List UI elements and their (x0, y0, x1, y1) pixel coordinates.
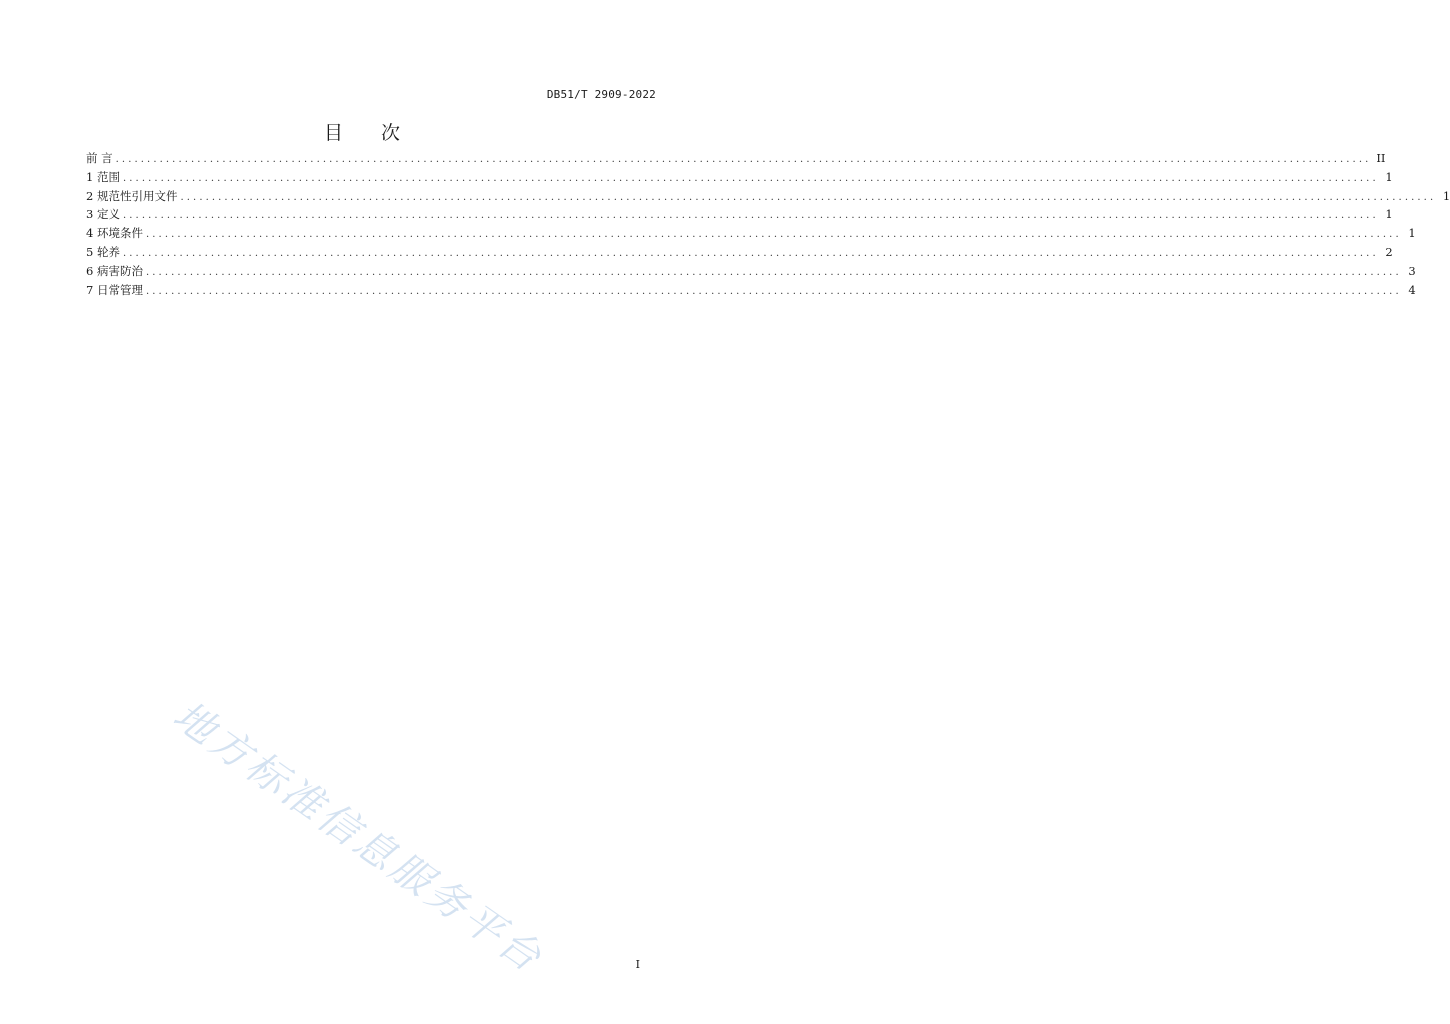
toc-entry-definitions[interactable] (86, 206, 1393, 225)
toc-entry-label: 4 环境条件 (86, 226, 143, 241)
toc-entry-label: 3 定义 (86, 207, 120, 222)
table-of-contents (86, 150, 1450, 300)
toc-entry-scope[interactable] (86, 169, 1393, 188)
toc-entry-page: II (1376, 151, 1386, 165)
toc-entry-normative-references[interactable] (86, 188, 1450, 207)
toc-leader-dots: ........................................................................................................................................................................................................ (122, 247, 1379, 259)
toc-leader-dots: ........................................................................................................................................................................................................ (180, 191, 1437, 203)
toc-entry-label: 5 轮养 (86, 244, 120, 259)
toc-entry-label: 前 言 (86, 151, 113, 165)
toc-leader-dots: ........................................................................................................................................................................................................ (145, 285, 1402, 297)
toc-entry-page: 1 (1385, 207, 1393, 222)
toc-entry-page: 1 (1408, 226, 1416, 241)
toc-leader-dots: ........................................................................................................................................................................................................ (115, 154, 1372, 165)
standard-code: DB51/T 2909-2022 (546, 88, 656, 101)
page-number: I (635, 958, 640, 971)
toc-entry-disease-control[interactable] (86, 263, 1416, 282)
toc-leader-dots: ........................................................................................................................................................................................................ (122, 172, 1379, 184)
watermark: 地方标准信息服务平台 (164, 692, 552, 983)
page-title: 目 次 (323, 122, 417, 144)
toc-entry-page: 1 (1385, 169, 1393, 184)
toc-entry-label: 7 日常管理 (86, 282, 143, 297)
toc-entry-daily-management[interactable] (86, 282, 1416, 301)
toc-entry-environment[interactable] (86, 225, 1416, 244)
toc-entry-rotation[interactable] (86, 244, 1393, 263)
toc-entry-preface[interactable] (86, 150, 1386, 169)
toc-entry-label: 1 范围 (86, 169, 120, 184)
toc-leader-dots: ........................................................................................................................................................................................................ (145, 229, 1402, 241)
toc-entry-page: 3 (1408, 263, 1416, 278)
toc-entry-page: 2 (1385, 244, 1393, 259)
toc-entry-page: 4 (1408, 282, 1416, 297)
toc-leader-dots: ........................................................................................................................................................................................................ (145, 266, 1402, 278)
toc-entry-label: 2 规范性引用文件 (86, 188, 178, 203)
toc-entry-page: 1 (1442, 188, 1450, 203)
toc-leader-dots: ........................................................................................................................................................................................................ (122, 210, 1379, 222)
toc-entry-label: 6 病害防治 (86, 263, 143, 278)
